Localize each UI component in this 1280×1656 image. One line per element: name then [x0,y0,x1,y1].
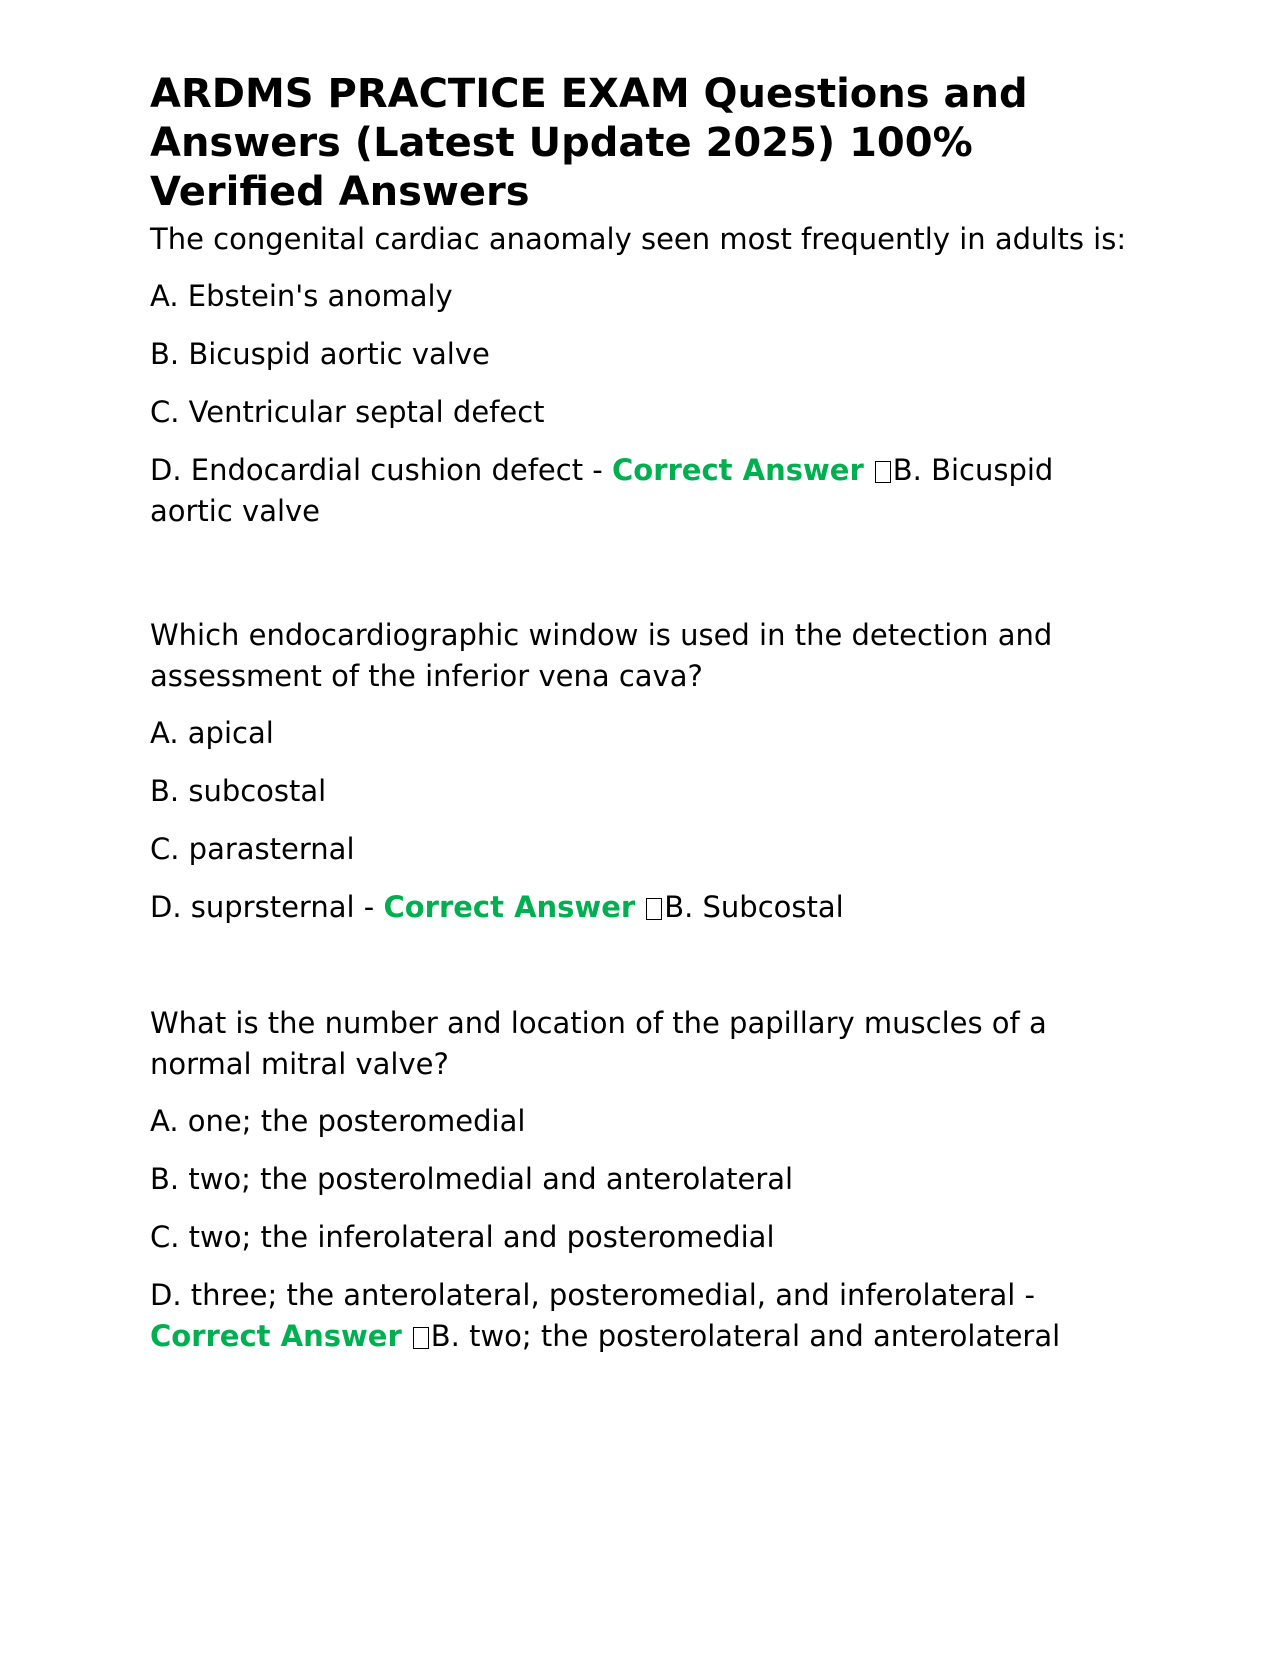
option-d-with-answer [150,1275,1130,1357]
option-d: D. suprsternal - [150,890,384,924]
answer-text: B. two; the posterolateral and anterolateral [430,1319,1061,1353]
document-title: ARDMS PRACTICE EXAM Questions and Answers (Latest Update 2025) 100% Verified Answers [150,71,1028,215]
option-c: C. two; the inferolateral and posteromedial [150,1220,775,1254]
answer-text: B. Subcostal [664,890,844,924]
question-block-2 [150,615,1130,928]
option-c: C. parasternal [150,832,355,866]
option-c: C. Ventricular septal defect [150,395,545,429]
checkbox-glyph-icon [646,898,662,920]
answer-text: B. Bicuspid aortic valve [150,453,1054,528]
option-b: B. Bicuspid aortic valve [150,337,490,371]
question-prompt: What is the number and location of the papillary muscles of a normal mitral valve? [150,1006,1047,1081]
question-prompt: The congenital cardiac anaomaly seen most frequently in adults is: [150,222,1127,256]
document-page [150,70,1130,1357]
spacer [150,532,1130,615]
option-a: A. apical [150,716,274,750]
correct-answer-label: Correct Answer [612,453,864,487]
option-d: D. three; the anterolateral, posteromedial, and inferolateral - [150,1278,1035,1312]
question-prompt: Which endocardiographic window is used in the detection and assessment of the inferior vena cava? [150,618,1053,693]
option-d-with-answer [150,887,1130,928]
checkbox-glyph-icon [875,461,891,483]
spacer [150,928,1130,1003]
checkbox-glyph-icon [413,1327,429,1349]
option-d: D. Endocardial cushion defect - [150,453,612,487]
option-a: A. Ebstein's anomaly [150,279,453,313]
question-block-3 [150,1003,1130,1357]
correct-answer-label: Correct Answer [150,1319,402,1353]
option-b: B. two; the posterolmedial and anterolateral [150,1162,794,1196]
question-block-1 [150,219,1130,532]
option-b: B. subcostal [150,774,327,808]
option-a: A. one; the posteromedial [150,1104,526,1138]
correct-answer-label: Correct Answer [383,890,636,924]
option-d-with-answer [150,450,1130,532]
